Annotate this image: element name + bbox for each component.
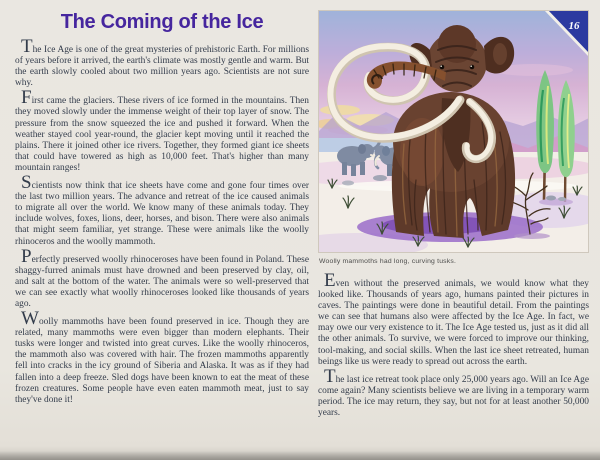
right-column (318, 10, 589, 424)
page-number: 16 (568, 20, 580, 32)
paragraph: First came the glaciers. These rivers of ice formed in the mountains. Then they moved slowly under the immense weight of their top layer of snow. The pressure from the snow squeezed the ice and pushed it forward. When the weather stayed cool year-round, the glacier kept moving until it reached the plains. There it joined other ice rivers. Together, they formed giant ice sheets that could have towered as high as 10,000 feet. That's higher than many mountain ranges! (15, 87, 309, 173)
page-title: The Coming of the Ice (60, 11, 264, 33)
paragraph: Perfectly preserved woolly rhinoceroses have been found in Poland. These shaggy-furred animals must have drowned and been preserved by clay, oil, and salt at the bottom of the water. The animals were so well-preserved that we can see exactly what woolly rhinoceroses looked like thousands of years ago. (15, 245, 309, 309)
paragraph: The last ice retreat took place only 25,000 years ago. Will an Ice Age come again? Many scientists believe we are living in a temporary warm period. The ice may return, they say, but not for at least another 50,000 years. (318, 365, 589, 419)
paragraph: Even without the preserved animals, we would know what they looked like. Thousands of years ago, humans painted their pictures in caves. The paintings were done in beautiful detail. From the paintings we can see that humans also were affected by the Ice Age. In fact, we may owe our very existence to it. The Ice Age tested us, just as it did all the other animals. To survive, we were forced to improve our thinking, tool-making, and social skills. When the last ice sheet retreated, human beings like us were ready to spread out across the earth. (318, 270, 589, 367)
mammoth-illustration (318, 10, 589, 253)
illustration-caption: Woolly mammoths had long, curving tusks. (319, 258, 457, 265)
paragraph: The Ice Age is one of the great mysteries of prehistoric Earth. For millions of years before it arrived, the earth's climate was mostly gentle and warm. But the earth slowly cooled about two million years ago. Scientists are not sure why. (15, 36, 309, 89)
left-column (15, 11, 309, 411)
paragraph: Scientists now think that ice sheets have come and gone four times over the last two million years. The advance and retreat of the ice caused animals to migrate all over the world. We know many of these animals today. They include wolves, foxes, lions, deer, horses, and bison. There were also animals that might seem familiar, yet strange. These were animals like the woolly rhinoceros and the woolly mammoth. (15, 172, 309, 247)
right-column-text (318, 270, 589, 419)
paragraph: Woolly mammoths have been found preserved in ice. Though they are related, many mammoths were even bigger than modern elephants. Their tusks were longer and twisted into great curves. Like the woolly rhinoceros, the mammoth also was covered with hair. The frozen mammoths apparently fell into cracks in the icy ground of Siberia and Alaska. It was as if they had fallen into a deep freeze. Sled dogs have been known to eat the meat of these frozen creatures. Some people have even eaten mammoth meat, just to say they've done it! (15, 308, 309, 405)
left-column-text (15, 36, 309, 406)
page-edge-shadow (0, 451, 600, 460)
